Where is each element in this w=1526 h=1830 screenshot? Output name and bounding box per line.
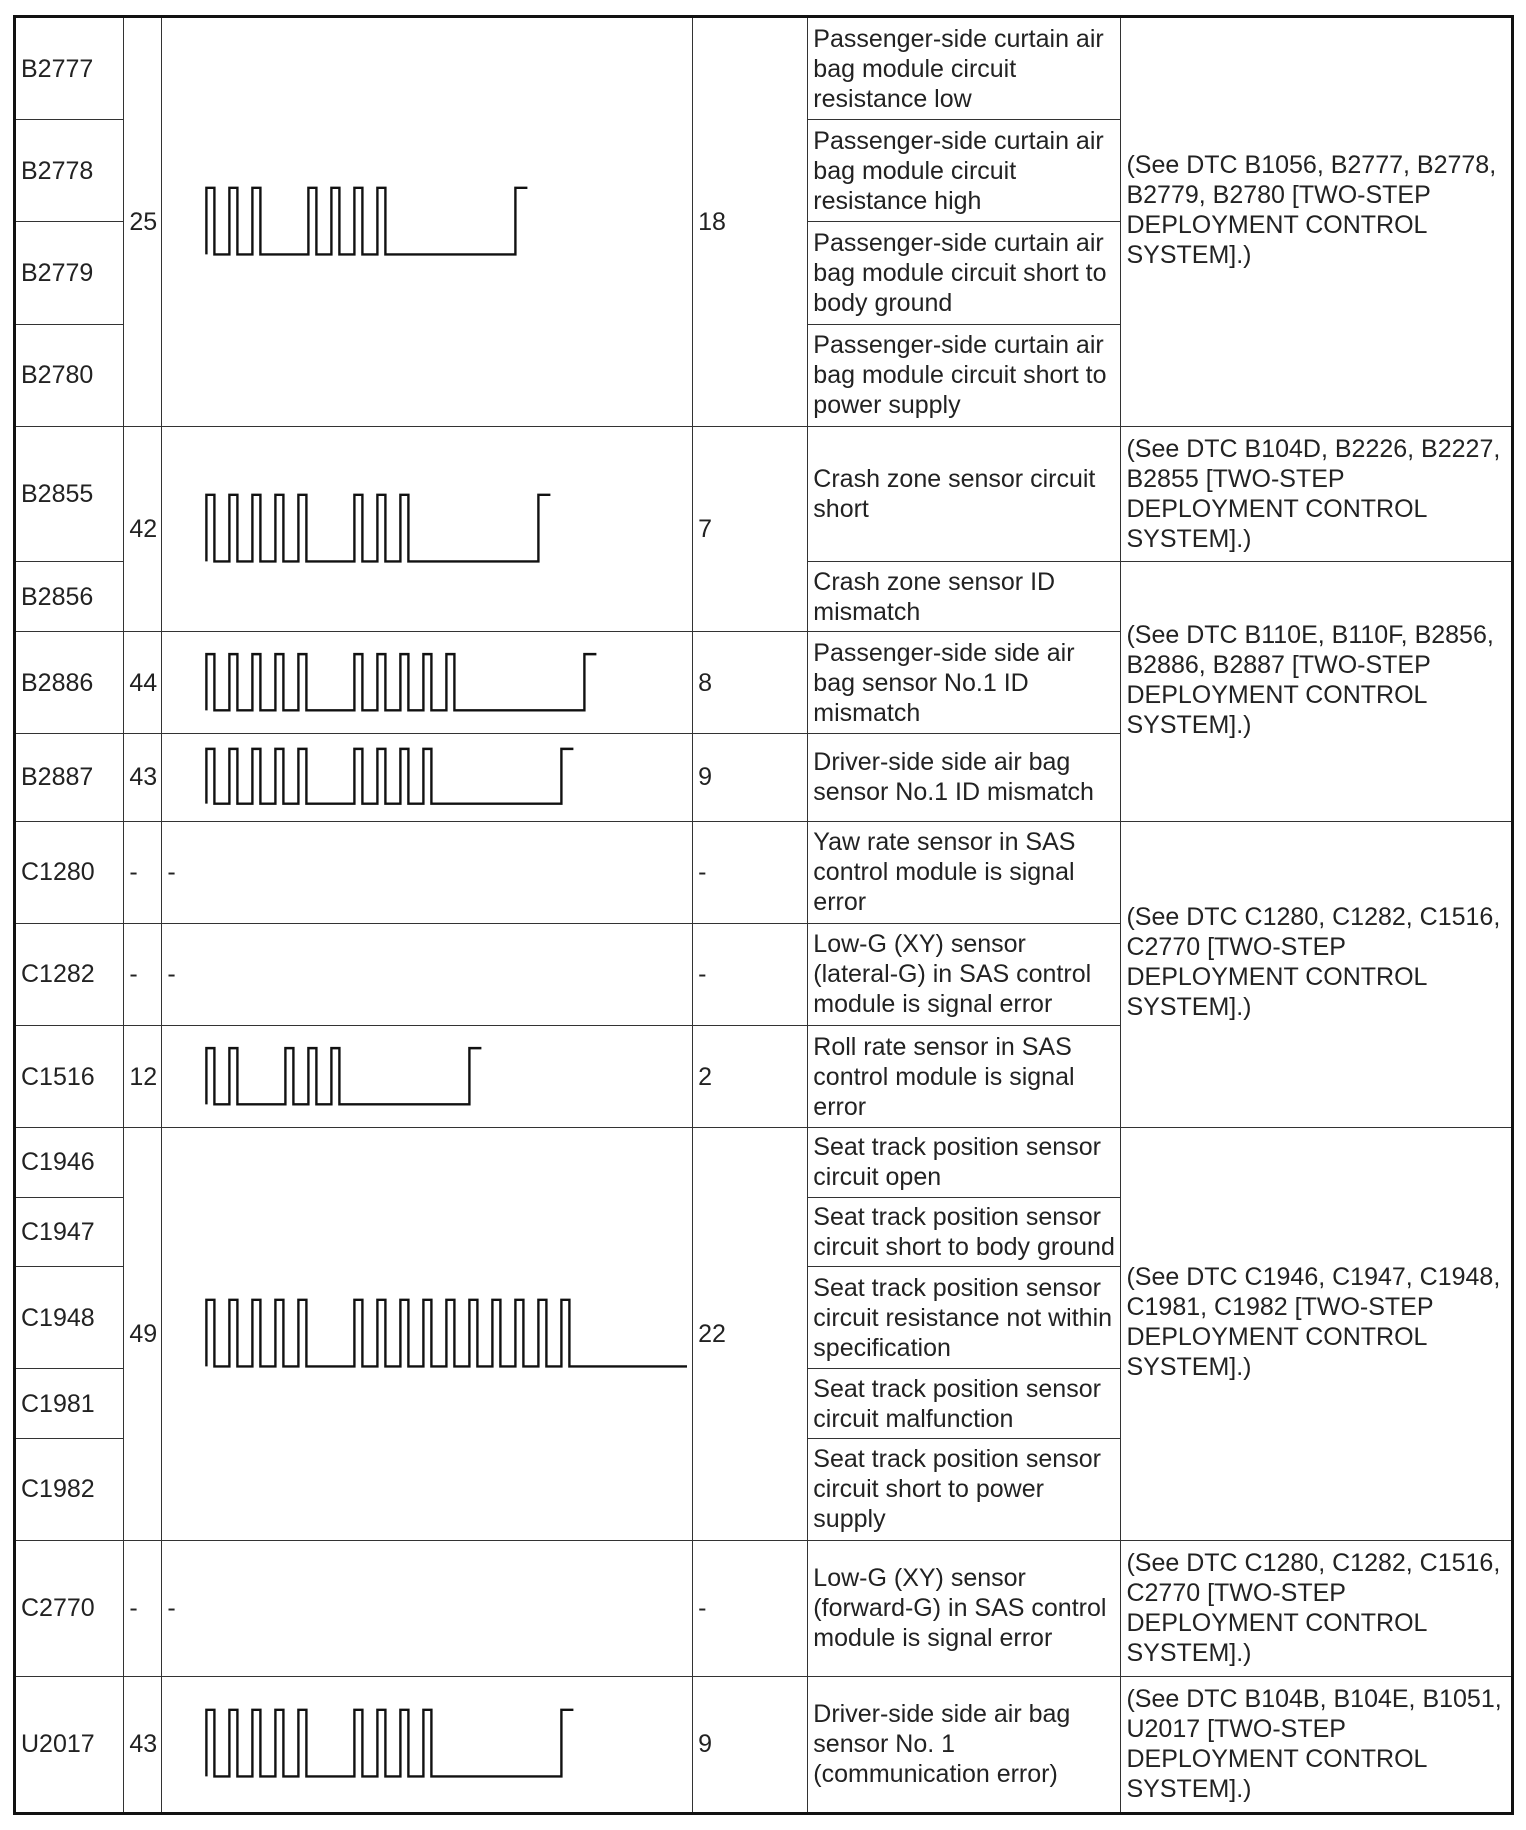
flash-pattern-cell: - — [162, 923, 693, 1025]
reference-label: (See DTC C1280, C1282, C1516, C2770 [TWO-STEP DEPLOYMENT CONTROL SYSTEM].) — [1126, 1549, 1501, 1668]
reference-label: (See DTC B104B, B104E, B1051, U2017 [TWO-STEP DEPLOYMENT CONTROL SYSTEM].) — [1126, 1685, 1502, 1804]
reference-text — [1121, 821, 1513, 1127]
dtc-description: Seat track position sensor circuit short to body ground — [808, 1197, 1121, 1267]
flash-number: - — [124, 1541, 162, 1677]
flash-pattern-waveform — [167, 1699, 687, 1789]
reference-text — [1121, 426, 1513, 562]
dtc-code: B2779 — [15, 222, 124, 324]
flash-pattern-waveform — [167, 484, 687, 574]
dtc-description: Crash zone sensor circuit short — [808, 426, 1121, 562]
flash-pattern-waveform — [167, 645, 687, 721]
dtc-description: Driver-side side air bag sensor No.1 ID mismatch — [808, 734, 1121, 822]
reference-label: (See DTC B110E, B110F, B2856, B2886, B2887 [TWO-STEP DEPLOYMENT CONTROL SYSTEM].) — [1126, 620, 1494, 739]
dtc-description: Crash zone sensor ID mismatch — [808, 562, 1121, 632]
flash-number: 12 — [124, 1025, 162, 1127]
dtc-code: B2855 — [15, 426, 124, 562]
table-row — [15, 1128, 1513, 1198]
flash-pattern-cell: - — [162, 821, 693, 923]
flash-number: 25 — [124, 17, 162, 427]
dtc-description: Passenger-side curtain air bag module circuit short to power supply — [808, 324, 1121, 426]
flash-number: - — [124, 821, 162, 923]
reference-text — [1121, 1128, 1513, 1541]
flash-pattern-cell — [162, 1676, 693, 1813]
dtc-code: B2886 — [15, 632, 124, 734]
dtc-code: C1947 — [15, 1197, 124, 1267]
flash-pattern-waveform — [167, 1289, 687, 1379]
waveform-line — [207, 188, 528, 255]
dtc-code: U2017 — [15, 1676, 124, 1813]
dtc-code: C1948 — [15, 1267, 124, 1369]
dtc-table — [13, 15, 1514, 1815]
dtc-code: C1282 — [15, 923, 124, 1025]
dtc-description: Passenger-side curtain air bag module circuit short to body ground — [808, 222, 1121, 324]
table-row — [15, 821, 1513, 923]
code-number: - — [693, 923, 808, 1025]
table-row — [15, 17, 1513, 120]
dtc-description: Passenger-side side air bag sensor No.1 ID mismatch — [808, 632, 1121, 734]
reference-text — [1121, 1676, 1513, 1813]
flash-pattern-waveform — [167, 740, 687, 814]
code-number: 9 — [693, 734, 808, 822]
code-number: - — [693, 821, 808, 923]
flash-pattern-cell: - — [162, 1541, 693, 1677]
waveform-line — [207, 1048, 482, 1104]
code-number: 8 — [693, 632, 808, 734]
table-row — [15, 426, 1513, 562]
flash-pattern-waveform — [167, 177, 687, 267]
dtc-code: B2856 — [15, 562, 124, 632]
dtc-description: Seat track position sensor circuit malfunction — [808, 1369, 1121, 1439]
flash-number: 43 — [124, 734, 162, 822]
dtc-description: Low-G (XY) sensor (lateral-G) in SAS control module is signal error — [808, 923, 1121, 1025]
dtc-description: Seat track position sensor circuit resistance not within specification — [808, 1267, 1121, 1369]
dtc-code: C1946 — [15, 1128, 124, 1198]
waveform-line — [207, 654, 597, 710]
flash-pattern-cell — [162, 1025, 693, 1127]
dtc-description: Passenger-side curtain air bag module circuit resistance low — [808, 17, 1121, 120]
code-number: 7 — [693, 426, 808, 631]
waveform-line — [207, 1300, 687, 1367]
code-number: - — [693, 1541, 808, 1677]
table-row — [15, 1541, 1513, 1677]
waveform-line — [207, 495, 551, 562]
code-number: 22 — [693, 1128, 808, 1541]
flash-number: 49 — [124, 1128, 162, 1541]
reference-text — [1121, 1541, 1513, 1677]
flash-number: 43 — [124, 1676, 162, 1813]
dtc-description: Low-G (XY) sensor (forward-G) in SAS control module is signal error — [808, 1541, 1121, 1677]
flash-pattern-cell — [162, 17, 693, 427]
reference-label: (See DTC B1056, B2777, B2778, B2779, B2780 [TWO-STEP DEPLOYMENT CONTROL SYSTEM].) — [1126, 150, 1497, 269]
dtc-code: B2777 — [15, 17, 124, 120]
flash-pattern-cell — [162, 632, 693, 734]
dtc-code: B2778 — [15, 120, 124, 222]
dtc-description: Passenger-side curtain air bag module circuit resistance high — [808, 120, 1121, 222]
reference-text — [1121, 562, 1513, 821]
code-number: 2 — [693, 1025, 808, 1127]
flash-pattern-cell — [162, 1128, 693, 1541]
dtc-code: C2770 — [15, 1541, 124, 1677]
dtc-code: B2887 — [15, 734, 124, 822]
flash-pattern-waveform — [167, 1039, 687, 1115]
code-number: 18 — [693, 17, 808, 427]
flash-pattern-cell — [162, 426, 693, 631]
flash-pattern-cell — [162, 734, 693, 822]
dtc-code: C1516 — [15, 1025, 124, 1127]
dtc-code: C1280 — [15, 821, 124, 923]
flash-number: - — [124, 923, 162, 1025]
reference-label: (See DTC C1946, C1947, C1948, C1981, C1982 [TWO-STEP DEPLOYMENT CONTROL SYSTEM].) — [1126, 1263, 1501, 1382]
dtc-code: C1981 — [15, 1369, 124, 1439]
reference-label: (See DTC B104D, B2226, B2227, B2855 [TWO-STEP DEPLOYMENT CONTROL SYSTEM].) — [1126, 435, 1501, 554]
dtc-description: Seat track position sensor circuit short to power supply — [808, 1438, 1121, 1540]
flash-number: 44 — [124, 632, 162, 734]
dtc-code: C1982 — [15, 1438, 124, 1540]
code-number: 9 — [693, 1676, 808, 1813]
table-row — [15, 1676, 1513, 1813]
dtc-description: Seat track position sensor circuit open — [808, 1128, 1121, 1198]
reference-text — [1121, 17, 1513, 427]
dtc-description: Yaw rate sensor in SAS control module is signal error — [808, 821, 1121, 923]
waveform-line — [207, 1710, 574, 1777]
flash-number: 42 — [124, 426, 162, 631]
dtc-description: Driver-side side air bag sensor No. 1 (communication error) — [808, 1676, 1121, 1813]
reference-label: (See DTC C1280, C1282, C1516, C2770 [TWO-STEP DEPLOYMENT CONTROL SYSTEM].) — [1126, 903, 1501, 1022]
waveform-line — [207, 749, 574, 804]
dtc-code: B2780 — [15, 324, 124, 426]
dtc-description: Roll rate sensor in SAS control module is signal error — [808, 1025, 1121, 1127]
